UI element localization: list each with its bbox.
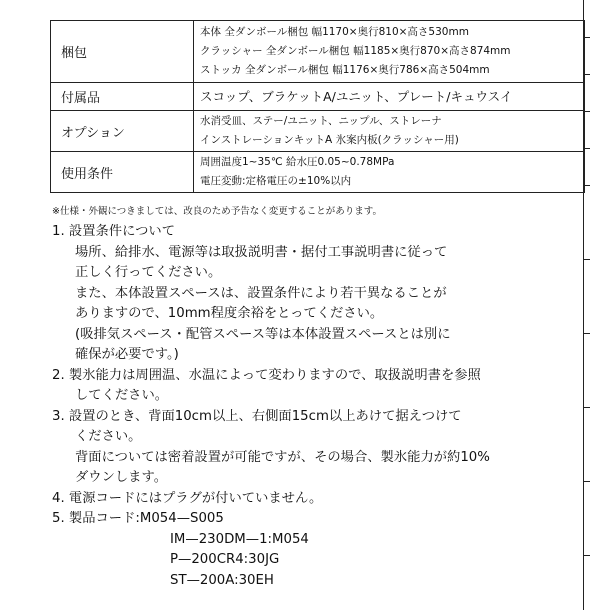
note-line: 場所、給排水、電源等は取扱説明書・据付工事説明書に従って — [75, 244, 448, 260]
note-line: 背面については密着設置が可能ですが、その場合、製氷能力が約10% — [75, 449, 490, 465]
note-heading: 3. 設置のとき、背面10cm以上、右側面15cm以上あけて据えつけて — [52, 408, 462, 424]
table-row-packing — [51, 21, 585, 83]
border-tick — [583, 259, 590, 260]
table-row-options — [51, 111, 585, 152]
note-heading: 4. 電源コードにはプラグが付いていません。 — [52, 490, 323, 506]
packing-detail — [194, 21, 585, 83]
note-line: ありますので、10mm程度余裕をとってください。 — [75, 306, 384, 321]
product-code: ST—200A:30EH — [170, 572, 274, 588]
border-tick — [583, 555, 590, 556]
product-code: P—200CR4:30JG — [170, 552, 280, 567]
packing-line: クラッシャー 全ダンボール梱包 幅1185×奥行870×高さ874mm — [200, 45, 511, 57]
border-tick — [583, 407, 590, 408]
conditions-line: 電圧変動:定格電圧の±10%以内 — [200, 175, 352, 187]
note-heading: 2. 製氷能力は周囲温、水温によって変わりますので、取扱説明書を参照 — [52, 367, 481, 383]
table-row-accessories — [51, 83, 585, 111]
options-line: インストレーションキットA 氷案内板(クラッシャー用) — [200, 134, 459, 146]
options-label: オプション — [51, 111, 194, 152]
disclaimer: ※仕様・外観につきましては、改良のため予告なく変更することがあります。 — [52, 206, 383, 217]
accessories-detail — [194, 83, 585, 111]
note-line: ください。 — [75, 429, 142, 444]
border-tick — [583, 481, 590, 482]
accessories-label: 付属品 — [51, 83, 194, 111]
options-detail — [194, 111, 585, 152]
notes-list — [52, 222, 577, 591]
packing-line: ストッカ 全ダンボール梱包 幅1176×奥行786×高さ504mm — [200, 64, 490, 76]
accessories-text: スコップ、ブラケットA/ユニット、プレート/キュウスイ — [200, 88, 513, 104]
table-row-conditions — [51, 152, 585, 193]
note-heading: 5. 製品コード:M054—S005 — [52, 511, 224, 526]
note-heading: 1. 設置条件について — [52, 224, 176, 239]
product-code: IM—230DM—1:M054 — [170, 531, 309, 547]
note-line: また、本体設置スペースは、設置条件により若干異なることが — [75, 285, 447, 301]
note-line: してください。 — [75, 388, 169, 403]
packing-line: 本体 全ダンボール梱包 幅1170×奥行810×高さ530mm — [200, 26, 469, 38]
packing-label: 梱包 — [51, 21, 194, 83]
conditions-line: 周囲温度1~35℃ 給水圧0.05~0.78MPa — [200, 156, 395, 168]
conditions-detail — [194, 152, 585, 193]
note-line: ダウンします。 — [75, 470, 168, 485]
conditions-label: 使用条件 — [51, 152, 194, 193]
border-tick — [583, 333, 590, 334]
note-line: 正しく行ってください。 — [75, 265, 222, 280]
note-line: 確保が必要です。) — [75, 347, 179, 362]
spec-table — [50, 20, 585, 193]
options-line: 水消受皿、ステー/ユニット、ニップル、ストレーナ — [200, 115, 442, 127]
note-line: (吸排気スペース・配管スペース等は本体設置スペースとは別に — [75, 326, 451, 342]
